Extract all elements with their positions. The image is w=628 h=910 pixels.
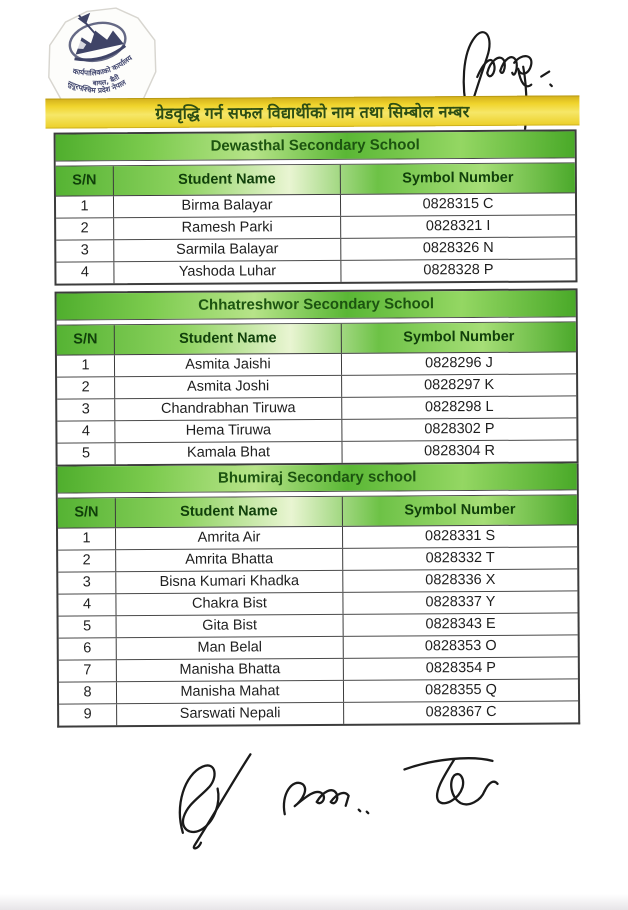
signature-bottom-1: [180, 754, 251, 848]
document-title-banner: [45, 95, 579, 128]
student-symbol-number: 0828336 X: [425, 571, 496, 589]
student-symbol-number: 0828298 L: [424, 398, 494, 416]
school-section: [56, 463, 581, 727]
student-row: [59, 679, 578, 704]
student-sn: 1: [57, 355, 115, 376]
school-section: [54, 129, 578, 285]
col-header-symbol-number: Symbol Number: [402, 169, 514, 187]
student-symbol-number: 0828355 Q: [425, 681, 497, 699]
student-sn: 5: [59, 616, 117, 637]
student-name: Amrita Bhatta: [116, 549, 343, 571]
signature-bottom-2: [284, 782, 368, 814]
col-header-student-name: Student Name: [115, 324, 342, 354]
school-section: [55, 288, 579, 466]
student-row: [59, 635, 578, 660]
student-name: Asmita Joshi: [115, 376, 342, 398]
col-header-sn: S/N: [58, 498, 116, 527]
student-sn: 3: [56, 240, 114, 261]
school-title: Bhumiraj Secondary school: [58, 463, 577, 493]
col-header-student-name: Student Name: [114, 165, 341, 195]
table-header-row: [56, 163, 575, 196]
student-row: [56, 193, 575, 218]
col-header-sn: S/N: [57, 325, 115, 354]
student-sn: 9: [59, 704, 117, 725]
col-header-symbol-number: Symbol Number: [404, 501, 516, 519]
student-sn: 3: [57, 399, 115, 420]
student-name: Sarmila Balayar: [114, 239, 341, 261]
stamp-arc-text-2: बायल, बैती: [92, 73, 121, 88]
student-name: Asmita Jaishi: [115, 354, 342, 376]
student-sn: 4: [56, 262, 114, 283]
student-sn: 1: [56, 196, 114, 217]
student-sn: 3: [58, 572, 116, 593]
student-name: Sarswati Nepali: [117, 703, 344, 725]
student-row: [56, 215, 575, 240]
student-row: [58, 591, 577, 616]
student-sn: 2: [56, 218, 114, 239]
student-name: Manisha Mahat: [117, 681, 344, 703]
student-sn: 4: [57, 421, 115, 442]
school-title: Chhatreshwor Secondary School: [57, 290, 576, 320]
student-name: Kamala Bhat: [115, 442, 342, 464]
student-sn: 4: [58, 594, 116, 615]
student-symbol-number: 0828331 S: [424, 527, 496, 545]
student-symbol-number: 0828328 P: [423, 261, 494, 279]
student-row: [57, 374, 576, 399]
student-row: [57, 440, 576, 464]
student-symbol-number: 0828353 O: [424, 637, 497, 655]
table-header-row: [58, 495, 577, 528]
col-header-student-name: Student Name: [116, 497, 343, 527]
scan-edge-shadow: [0, 894, 628, 910]
student-sn: 6: [59, 638, 117, 659]
student-symbol-number: 0828315 C: [422, 195, 494, 213]
student-row: [56, 237, 575, 262]
student-symbol-number: 0828326 N: [422, 239, 494, 257]
student-sn: 7: [59, 660, 117, 681]
student-symbol-number: 0828343 E: [425, 615, 496, 633]
student-symbol-number: 0828296 J: [425, 354, 493, 372]
student-sn: 5: [57, 443, 115, 464]
student-symbol-number: 0828304 R: [424, 442, 496, 460]
student-row: [57, 418, 576, 443]
student-name: Chakra Bist: [116, 593, 343, 615]
stamp-arc-text-3: सुदूरपश्चिम प्रदेश नेपाल: [66, 77, 128, 95]
student-row: [58, 547, 577, 572]
student-symbol-number: 0828321 I: [425, 217, 491, 235]
student-name: Hema Tiruwa: [115, 420, 342, 442]
student-symbol-number: 0828332 T: [425, 549, 495, 567]
student-sn: 2: [57, 377, 115, 398]
student-sn: 1: [58, 528, 116, 549]
student-row: [58, 569, 577, 594]
student-row: [59, 657, 578, 682]
student-symbol-number: 0828354 P: [425, 659, 496, 677]
student-name: Man Belal: [117, 637, 344, 659]
student-name: Birma Balayar: [114, 195, 341, 217]
student-name: Gita Bist: [117, 615, 344, 637]
col-header-sn: S/N: [56, 166, 114, 195]
student-name: Amrita Air: [116, 527, 343, 549]
student-row: [59, 613, 578, 638]
student-name: Chandrabhan Tiruwa: [115, 398, 342, 420]
student-name: Yashoda Luhar: [114, 261, 341, 283]
student-row: [58, 525, 577, 550]
document-title-text: ग्रेडवृद्धि गर्न सफल विद्यार्थीको नाम तथा सिम्बोल नम्बर: [155, 104, 470, 123]
signatures-bottom-row: [152, 741, 513, 861]
student-name: Ramesh Parki: [114, 217, 341, 239]
student-row: [59, 701, 578, 725]
student-name: Bisna Kumari Khadka: [116, 571, 343, 593]
signature-bottom-3: [404, 758, 497, 805]
stamp-arc-text-1: कार्यपालिकाको कार्यालय: [71, 53, 134, 78]
student-sn: 2: [58, 550, 116, 571]
student-symbol-number: 0828367 C: [425, 703, 497, 721]
student-row: [57, 396, 576, 421]
student-row: [56, 259, 575, 283]
student-symbol-number: 0828302 P: [424, 420, 495, 438]
student-symbol-number: 0828337 Y: [425, 593, 496, 611]
student-sn: 8: [59, 682, 117, 703]
student-row: [57, 352, 576, 377]
student-symbol-number: 0828297 K: [424, 376, 495, 394]
school-title: Dewasthal Secondary School: [56, 131, 575, 161]
school-tables: [54, 129, 581, 727]
table-header-row: [57, 322, 576, 355]
col-header-symbol-number: Symbol Number: [403, 328, 515, 346]
student-name: Manisha Bhatta: [117, 659, 344, 681]
